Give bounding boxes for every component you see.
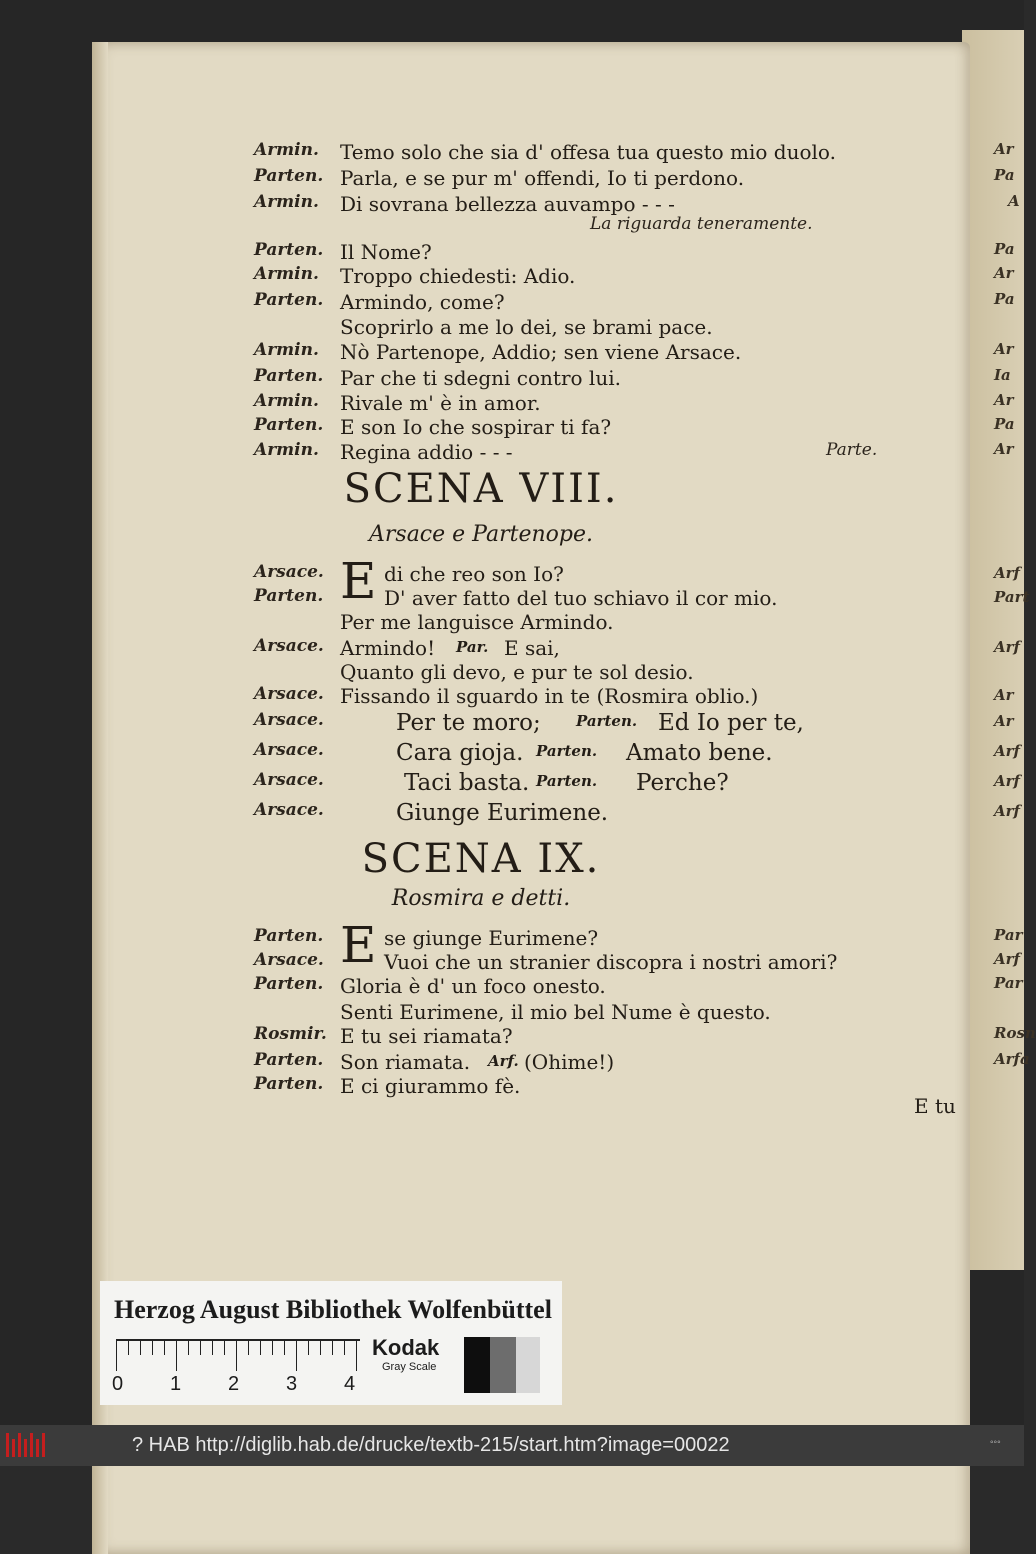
institution-name: Herzog August Bibliothek Wolfenbüttel	[114, 1295, 552, 1324]
inline-speaker: Parten.	[536, 742, 598, 760]
verse-text: Vuoi che un stranier discopra i nostri amori?	[384, 950, 838, 974]
verse-text: Scoprirlo a me lo dei, se brami pace.	[340, 315, 713, 339]
margin-fragment: Ar	[994, 140, 1014, 158]
verse-text: Di sovrana bellezza auvampo - - -	[340, 192, 675, 216]
margin-fragment: Arf	[994, 638, 1020, 656]
verse-text: Armindo!	[340, 636, 436, 660]
verse-line	[0, 684, 962, 712]
margin-fragment: Pa	[994, 240, 1015, 258]
verse-text: Nò Partenope, Addio; sen viene Arsace.	[340, 340, 742, 364]
verse-text: Il Nome?	[340, 240, 432, 264]
ruler-tick	[308, 1341, 309, 1355]
verse-line	[0, 710, 962, 738]
verse-line	[0, 610, 962, 638]
kodak-logo: Kodak	[372, 1335, 440, 1360]
ruler-tick	[236, 1341, 237, 1371]
verse-text: Cara gioja.	[396, 740, 524, 766]
verse-text: Fissando il sguardo in te (Rosmira oblio.)	[340, 684, 759, 708]
stage-direction-text: La riguarda teneramente.	[590, 214, 813, 234]
gray-swatch-mid	[490, 1337, 516, 1393]
verse-text: Giunge Eurimene.	[396, 800, 609, 826]
verse-line	[0, 290, 962, 318]
verse-line	[0, 340, 962, 368]
verse-text: Amato bene.	[626, 740, 773, 766]
margin-fragment: Ar	[994, 264, 1014, 282]
verse-text: Quanto gli devo, e pur te sol desio.	[340, 660, 694, 684]
verse-text: Son riamata.	[340, 1050, 471, 1074]
speaker-label: Armin.	[254, 140, 319, 160]
ruler-tick	[164, 1341, 165, 1355]
verse-text: E tu sei riamata?	[340, 1024, 513, 1048]
verse-text: E son Io che sospirar ti fa?	[340, 415, 612, 439]
inline-speaker: Parten.	[536, 772, 598, 790]
margin-fragment: Ar	[994, 686, 1014, 704]
catchword: E tu	[914, 1094, 956, 1118]
ruler-tick	[320, 1341, 321, 1355]
ruler-tick	[296, 1341, 297, 1371]
verse-line	[0, 415, 962, 443]
ruler-tick	[212, 1341, 213, 1355]
verse-text: Rivale m' è in amor.	[340, 391, 541, 415]
drop-cap: E	[340, 552, 377, 610]
verse-text: Troppo chiedesti: Adio.	[340, 264, 576, 288]
ruler-tick	[188, 1341, 189, 1355]
inline-speaker: Par.	[456, 638, 489, 656]
scale-ruler	[116, 1339, 360, 1371]
verse-text: Armindo, come?	[340, 290, 505, 314]
speaker-label: Armin.	[254, 391, 319, 411]
gray-scale-label: Gray Scale	[382, 1361, 437, 1373]
ruler-tick	[248, 1341, 249, 1355]
speaker-label: Arsace.	[254, 770, 324, 790]
margin-fragment: Part	[994, 588, 1030, 606]
gray-swatch-light	[516, 1337, 540, 1393]
verse-text: Temo solo che sia d' offesa tua questo mio duolo.	[340, 140, 836, 164]
verse-line	[0, 1074, 962, 1102]
speaker-label: Parten.	[254, 1050, 324, 1070]
margin-fragment: Rosn	[994, 1024, 1036, 1042]
scene-title: SCENA VIII.	[343, 466, 619, 512]
speaker-label: Arsace.	[254, 684, 324, 704]
verse-line	[0, 315, 962, 343]
verse-line	[0, 974, 962, 1002]
speaker-label: Parten.	[254, 240, 324, 260]
margin-fragment: Arf	[994, 950, 1020, 968]
verse-text: di che reo son Io?	[384, 562, 564, 586]
ruler-number: 2	[228, 1373, 240, 1395]
speaker-label: Parten.	[254, 290, 324, 310]
margin-fragment: Ar	[994, 440, 1014, 458]
margin-fragment: Arfa	[994, 1050, 1030, 1068]
speaker-label: Armin.	[254, 340, 319, 360]
verse-text: D' aver fatto del tuo schiavo il cor mio.	[384, 586, 778, 610]
stage-direction	[0, 214, 962, 242]
margin-fragment: Arf	[994, 564, 1020, 582]
speaker-label: Parten.	[254, 974, 324, 994]
speaker-label: Parten.	[254, 166, 324, 186]
ruler-tick	[332, 1341, 333, 1355]
ruler-tick	[200, 1341, 201, 1355]
margin-fragment: Par	[994, 974, 1023, 992]
ruler-tick	[128, 1341, 129, 1355]
ruler-tick	[176, 1341, 177, 1371]
speaker-label: Arsace.	[254, 636, 324, 656]
speaker-label: Arsace.	[254, 950, 324, 970]
scene-subtitle: Rosmira e detti.	[391, 886, 571, 911]
verse-text: E ci giurammo fè.	[340, 1074, 521, 1098]
margin-fragment: Pa	[994, 290, 1015, 308]
speaker-label: Arsace.	[254, 740, 324, 760]
source-url[interactable]: ? HAB http://diglib.hab.de/drucke/textb-215/start.htm?image=00022	[132, 1434, 730, 1456]
speaker-label: Armin.	[254, 192, 319, 212]
verse-text: Per me languisce Armindo.	[340, 610, 614, 634]
verse-text: E sai,	[504, 636, 560, 660]
scene-subtitle: Arsace e Partenope.	[369, 522, 593, 547]
speaker-label: Parten.	[254, 1074, 324, 1094]
verse-text: Gloria è d' un foco onesto.	[340, 974, 606, 998]
viewer-footer	[0, 1425, 1024, 1466]
margin-fragment: Ar	[994, 712, 1014, 730]
stage-direction-text: Parte.	[826, 440, 878, 460]
hab-logo-icon	[6, 1433, 50, 1457]
ruler-tick	[116, 1341, 117, 1371]
inline-speaker: Parten.	[576, 712, 638, 730]
verse-line	[0, 800, 962, 828]
margin-fragment: Par	[994, 926, 1023, 944]
ruler-number: 1	[170, 1373, 182, 1395]
color-calibration-card	[100, 1281, 562, 1405]
margin-fragment: Ia	[994, 366, 1011, 384]
verse-text: Regina addio - - -	[340, 440, 513, 464]
margin-fragment: Arf	[994, 772, 1020, 790]
verse-text: Par che ti sdegni contro lui.	[340, 366, 621, 390]
verse-text: se giunge Eurimene?	[384, 926, 599, 950]
ruler-number: 0	[112, 1373, 124, 1395]
ruler-tick	[272, 1341, 273, 1355]
margin-fragment: Arf	[994, 802, 1020, 820]
ruler-tick	[284, 1341, 285, 1355]
ruler-tick	[140, 1341, 141, 1355]
ruler-tick	[344, 1341, 345, 1355]
verse-line	[0, 770, 962, 798]
verse-text: Ed Io per te,	[658, 710, 804, 736]
margin-fragment: A	[1008, 192, 1020, 210]
inline-speaker: Arf.	[488, 1052, 519, 1070]
ruler-tick	[224, 1341, 225, 1355]
verse-line	[0, 366, 962, 394]
gray-swatch-black	[464, 1337, 490, 1393]
speaker-label: Parten.	[254, 926, 324, 946]
scene-title: SCENA IX.	[361, 836, 601, 882]
speaker-label: Parten.	[254, 366, 324, 386]
drop-cap: E	[340, 916, 377, 974]
speaker-label: Rosmir.	[254, 1024, 327, 1044]
corner-mark: ◦◦◦	[990, 1437, 1001, 1448]
verse-text: (Ohime!)	[524, 1050, 615, 1074]
ruler-tick	[356, 1341, 357, 1371]
margin-fragment: Ar	[994, 391, 1014, 409]
verse-line	[0, 166, 962, 194]
verse-line	[0, 264, 962, 292]
margin-fragment: Pa	[994, 415, 1015, 433]
verse-text: Parla, e se pur m' offendi, Io ti perdono.	[340, 166, 745, 190]
ruler-number: 4	[344, 1373, 356, 1395]
ruler-tick	[152, 1341, 153, 1355]
speaker-label: Parten.	[254, 586, 324, 606]
ruler-number: 3	[286, 1373, 298, 1395]
ruler-tick	[260, 1341, 261, 1355]
verse-line	[0, 140, 962, 168]
verse-line	[0, 740, 962, 768]
verse-line	[0, 440, 962, 468]
margin-fragment: Arf	[994, 742, 1020, 760]
speaker-label: Armin.	[254, 440, 319, 460]
verse-text: Perche?	[636, 770, 729, 796]
speaker-label: Arsace.	[254, 800, 324, 820]
verse-text: Senti Eurimene, il mio bel Nume è questo.	[340, 1000, 771, 1024]
speaker-label: Arsace.	[254, 562, 324, 582]
verse-text: Taci basta.	[404, 770, 530, 796]
verse-text: Per te moro;	[396, 710, 541, 736]
speaker-label: Armin.	[254, 264, 319, 284]
speaker-label: Parten.	[254, 415, 324, 435]
speaker-label: Arsace.	[254, 710, 324, 730]
margin-fragment: Ar	[994, 340, 1014, 358]
margin-fragment: Pa	[994, 166, 1015, 184]
verse-line	[0, 1024, 962, 1052]
